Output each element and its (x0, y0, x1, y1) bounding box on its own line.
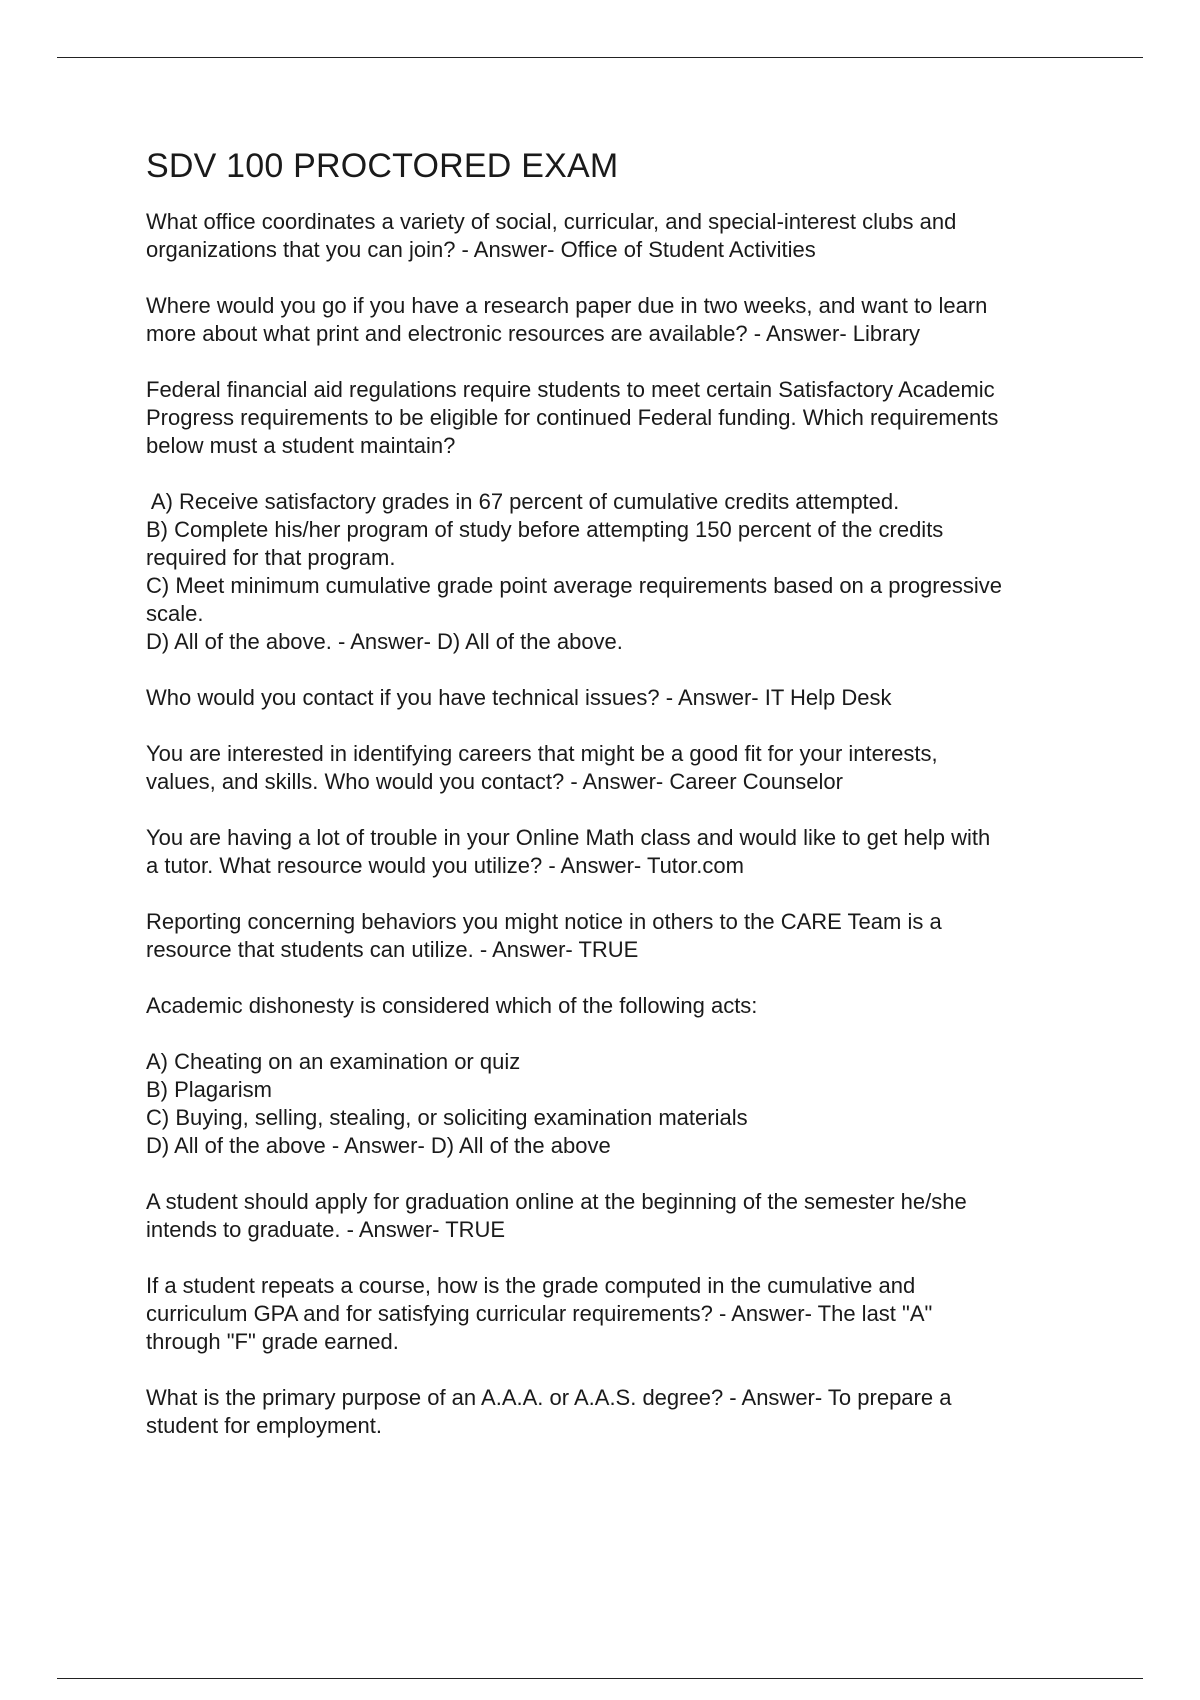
text-line: Who would you contact if you have technical issues? - Answer- IT Help Desk (146, 685, 892, 710)
text-line: What is the primary purpose of an A.A.A. or A.A.S. degree? - Answer- To prepare a (146, 1385, 952, 1410)
option-line: B) Complete his/her program of study before attempting 150 percent of the credits (146, 517, 944, 542)
text-line: You are having a lot of trouble in your Online Math class and would like to get help with (146, 825, 991, 850)
text-line: values, and skills. Who would you contact? - Answer- Career Counselor (146, 769, 843, 794)
question-financial-aid (146, 376, 1106, 460)
text-line: resource that students can utilize. - Answer- TRUE (146, 937, 639, 962)
qa-career-counselor (146, 740, 1106, 796)
option-line: C) Meet minimum cumulative grade point average requirements based on a progressive (146, 573, 1002, 598)
text-line: curriculum GPA and for satisfying curricular requirements? - Answer- The last "A" (146, 1301, 933, 1326)
options-academic-dishonesty (146, 1048, 1106, 1160)
qa-degree-purpose (146, 1384, 1106, 1440)
bottom-rule (57, 1678, 1143, 1679)
qa-it-help-desk (146, 684, 1106, 712)
text-line: What office coordinates a variety of social, curricular, and special-interest clubs and (146, 209, 957, 234)
option-line: C) Buying, selling, stealing, or soliciting examination materials (146, 1105, 748, 1130)
text-line: A student should apply for graduation online at the beginning of the semester he/she (146, 1189, 967, 1214)
text-line: a tutor. What resource would you utilize? - Answer- Tutor.com (146, 853, 744, 878)
page-title: SDV 100 PROCTORED EXAM (146, 147, 619, 185)
option-line: required for that program. (146, 545, 396, 570)
options-financial-aid (146, 488, 1106, 656)
text-line: organizations that you can join? - Answer- Office of Student Activities (146, 237, 816, 262)
text-line: student for employment. (146, 1413, 383, 1438)
text-line: more about what print and electronic resources are available? - Answer- Library (146, 321, 921, 346)
qa-care-team (146, 908, 1106, 964)
option-line: scale. (146, 601, 204, 626)
text-line: You are interested in identifying careers that might be a good fit for your interests, (146, 741, 938, 766)
qa-graduation (146, 1188, 1106, 1244)
text-line: below must a student maintain? (146, 433, 456, 458)
qa-library (146, 292, 1106, 348)
question-academic-dishonesty (146, 992, 1106, 1020)
qa-repeat-course (146, 1272, 1106, 1356)
qa-tutor (146, 824, 1106, 880)
top-rule (57, 57, 1143, 58)
option-line: D) All of the above - Answer- D) All of the above (146, 1133, 611, 1158)
text-line: intends to graduate. - Answer- TRUE (146, 1217, 506, 1242)
text-line: through "F" grade earned. (146, 1329, 399, 1354)
text-line: Reporting concerning behaviors you might notice in others to the CARE Team is a (146, 909, 942, 934)
option-line: A) Cheating on an examination or quiz (146, 1049, 521, 1074)
text-line: Progress requirements to be eligible for continued Federal funding. Which requirements (146, 405, 999, 430)
page-content (146, 144, 1106, 1468)
option-line: B) Plagarism (146, 1077, 272, 1102)
qa-office-student-activities (146, 208, 1106, 264)
text-line: Federal financial aid regulations require students to meet certain Satisfactory Academic (146, 377, 995, 402)
option-line: A) Receive satisfactory grades in 67 percent of cumulative credits attempted. (146, 489, 900, 514)
text-line: If a student repeats a course, how is the grade computed in the cumulative and (146, 1273, 916, 1298)
text-line: Where would you go if you have a research paper due in two weeks, and want to learn (146, 293, 988, 318)
option-line: D) All of the above. - Answer- D) All of the above. (146, 629, 623, 654)
text-line: Academic dishonesty is considered which of the following acts: (146, 993, 758, 1018)
